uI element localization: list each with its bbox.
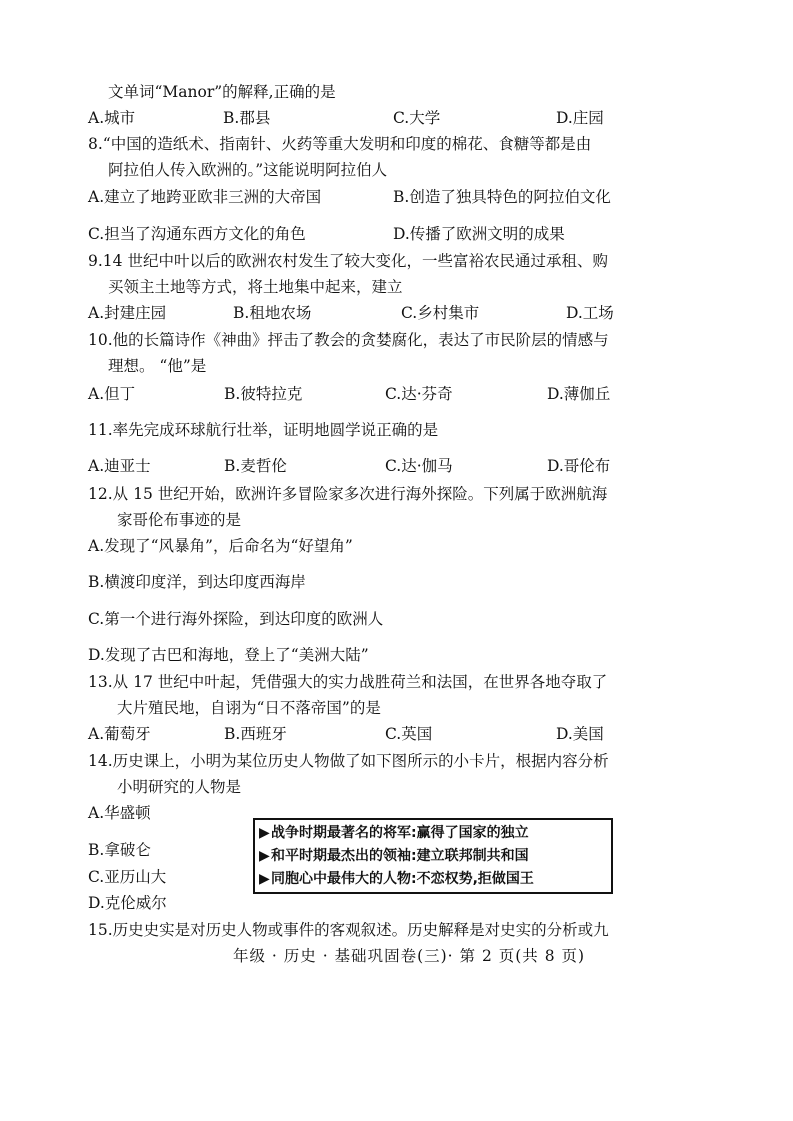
q14-option-c[interactable]: C.亚历山大 bbox=[88, 868, 167, 886]
q7-option-b[interactable]: B.郡县 bbox=[223, 109, 271, 127]
q13-stem-line1: 13.从 17 世纪中叶起，凭借强大的实力战胜荷兰和法国，在世界各地夺取了 bbox=[88, 673, 608, 691]
q12-option-c[interactable]: C.第一个进行海外探险，到达印度的欧洲人 bbox=[88, 610, 384, 628]
q13-option-a[interactable]: A.葡萄牙 bbox=[88, 725, 151, 743]
q13-option-d[interactable]: D.美国 bbox=[556, 725, 604, 743]
right-triangle-icon: ▶ bbox=[259, 848, 270, 864]
q10-option-b[interactable]: B.彼特拉克 bbox=[224, 385, 303, 403]
q10-option-c[interactable]: C.达·芬奇 bbox=[385, 385, 453, 403]
card-line-1 bbox=[259, 822, 607, 845]
right-triangle-icon: ▶ bbox=[259, 871, 270, 887]
q9-stem-line1: 9.14 世纪中叶以后的欧洲农村发生了较大变化，一些富裕农民通过承租、购 bbox=[88, 252, 608, 270]
q14-option-a[interactable]: A.华盛顿 bbox=[88, 804, 151, 822]
q13-option-b[interactable]: B.西班牙 bbox=[224, 725, 287, 743]
q8-option-b[interactable]: B.创造了独具特色的阿拉伯文化 bbox=[393, 188, 611, 206]
q7-stem-tail: 文单词“Manor”的解释,正确的是 bbox=[108, 83, 336, 101]
card-text-3: 同胞心中最伟大的人物:不恋权势,拒做国王 bbox=[271, 871, 534, 887]
q14-option-d[interactable]: D.克伦威尔 bbox=[88, 894, 167, 912]
q10-stem-line2: 理想。 “他”是 bbox=[108, 357, 207, 375]
q8-option-a[interactable]: A.建立了地跨亚欧非三洲的大帝国 bbox=[88, 188, 322, 206]
q9-option-b[interactable]: B.租地农场 bbox=[233, 304, 312, 322]
q10-option-d[interactable]: D.薄伽丘 bbox=[547, 385, 611, 403]
q14-stem-line2: 小明研究的人物是 bbox=[117, 778, 242, 796]
q12-option-d[interactable]: D.发现了古巴和海地，登上了“美洲大陆” bbox=[88, 646, 369, 664]
q9-option-d[interactable]: D.工场 bbox=[566, 304, 614, 322]
card-text-2: 和平时期最杰出的领袖:建立联邦制共和国 bbox=[271, 848, 529, 864]
q8-option-c[interactable]: C.担当了沟通东西方文化的角色 bbox=[88, 225, 306, 243]
q13-stem-line2: 大片殖民地，自诩为“日不落帝国”的是 bbox=[117, 699, 381, 717]
q15-stem: 15.历史史实是对历史人物或事件的客观叙述。历史解释是对史实的分析或九 bbox=[88, 921, 609, 939]
q12-option-b[interactable]: B.横渡印度洋，到达印度西海岸 bbox=[88, 573, 306, 591]
q11-option-b[interactable]: B.麦哲伦 bbox=[224, 457, 287, 475]
card-text-1: 战争时期最著名的将军:赢得了国家的独立 bbox=[271, 825, 529, 841]
card-line-3 bbox=[259, 868, 607, 891]
q10-stem-line1: 10.他的长篇诗作《神曲》抨击了教会的贪婪腐化，表达了市民阶层的情感与 bbox=[88, 331, 609, 349]
person-info-card bbox=[253, 818, 613, 894]
card-line-2 bbox=[259, 845, 607, 868]
q14-option-b[interactable]: B.拿破仑 bbox=[88, 841, 151, 859]
q13-option-c[interactable]: C.英国 bbox=[385, 725, 433, 743]
q11-option-d[interactable]: D.哥伦布 bbox=[547, 457, 611, 475]
q11-stem: 11.率先完成环球航行壮举，证明地圆学说正确的是 bbox=[88, 421, 439, 439]
q14-stem-line1: 14.历史课上，小明为某位历史人物做了如下图所示的小卡片，根据内容分析 bbox=[88, 752, 609, 770]
q10-option-a[interactable]: A.但丁 bbox=[88, 385, 136, 403]
q9-option-c[interactable]: C.乡村集市 bbox=[401, 304, 480, 322]
q12-stem-line1: 12.从 15 世纪开始，欧洲许多冒险家多次进行海外探险。下列属于欧洲航海 bbox=[88, 485, 608, 503]
right-triangle-icon: ▶ bbox=[259, 825, 270, 841]
q12-option-a[interactable]: A.发现了“风暴角”，后命名为“好望角” bbox=[88, 537, 353, 555]
q9-option-a[interactable]: A.封建庄园 bbox=[88, 304, 167, 322]
q8-stem-line2: 阿拉伯人传入欧洲的。”这能说明阿拉伯人 bbox=[108, 161, 388, 179]
q8-option-d[interactable]: D.传播了欧洲文明的成果 bbox=[393, 225, 565, 243]
q8-stem-line1: 8.“中国的造纸术、指南针、火药等重大发明和印度的棉花、食糖等都是由 bbox=[88, 135, 592, 153]
q7-option-a[interactable]: A.城市 bbox=[88, 109, 136, 127]
q11-option-c[interactable]: C.达·伽马 bbox=[385, 457, 453, 475]
q11-option-a[interactable]: A.迪亚士 bbox=[88, 457, 151, 475]
q12-stem-line2: 家哥伦布事迹的是 bbox=[117, 511, 242, 529]
q9-stem-line2: 买领主土地等方式，将土地集中起来，建立 bbox=[108, 278, 403, 296]
q7-option-c[interactable]: C.大学 bbox=[393, 109, 441, 127]
page-footer: 年级 · 历史 · 基础巩固卷(三)· 第 2 页(共 8 页) bbox=[233, 947, 586, 965]
q7-option-d[interactable]: D.庄园 bbox=[556, 109, 604, 127]
